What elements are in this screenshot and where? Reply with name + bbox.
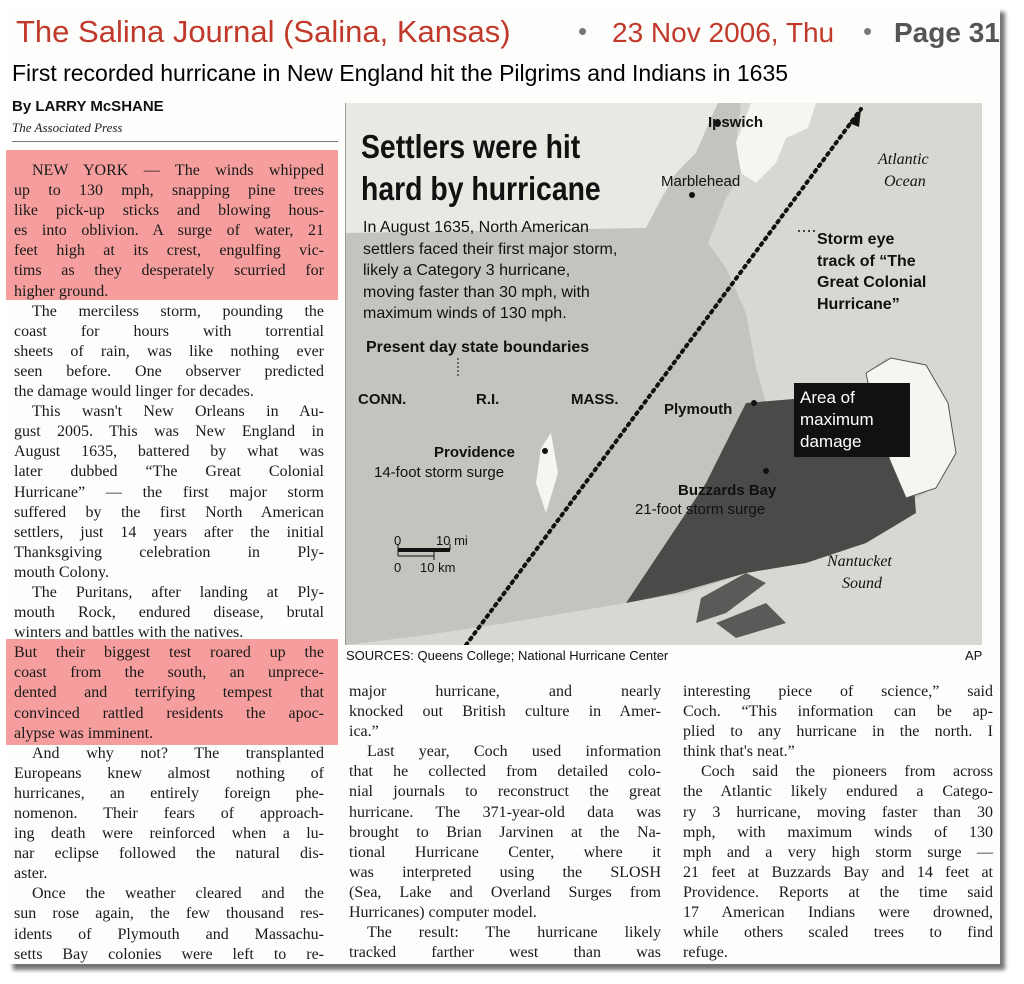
text-line: refuge.	[683, 944, 728, 962]
clipping-header	[16, 12, 1000, 50]
map-intro-line: In August 1635, North American	[363, 219, 589, 236]
text-line: tracked farther west than was	[349, 944, 661, 962]
scale-mi-0: 0	[394, 533, 402, 548]
text-line: tims as they desperately scurried for	[14, 262, 324, 280]
text-line: mph and a very high storm surge —	[683, 843, 993, 861]
storm-track-line: Great Colonial	[817, 274, 927, 291]
place-buzzards-bay: Buzzards Bay	[678, 482, 777, 499]
providence-surge: 14-foot storm surge	[374, 464, 505, 481]
map-title-line-1: Settlers were hit	[361, 128, 581, 165]
text-line: This wasn't New Orleans in Au-	[32, 403, 324, 421]
column-2	[349, 682, 661, 963]
ocean-label-1: Atlantic	[878, 151, 929, 168]
scale-km-10: 10 km	[420, 560, 456, 575]
map-credit: AP	[965, 648, 983, 663]
damage-callout	[794, 383, 910, 457]
sound-label-1: Nantucket	[827, 553, 892, 570]
text-line: es into oblivion. A surge of water, 21	[14, 222, 324, 240]
text-line: hurricane. The 371-year-old data was	[349, 803, 661, 821]
publication-date: 23 Nov 2006, Thu	[612, 17, 835, 48]
storm-track-line: Hurricane”	[817, 295, 900, 313]
text-line: winters and battles with the natives.	[14, 624, 244, 642]
text-line: up to 130 mph, snapping pine trees	[14, 182, 324, 200]
damage-callout-line: maximum	[800, 410, 874, 429]
place-plymouth: Plymouth	[664, 401, 733, 418]
text-line: Coch. “This information can be ap-	[683, 703, 993, 721]
map-intro-line: maximum winds of 130 mph.	[363, 305, 567, 322]
column-1	[14, 161, 324, 965]
text-line: Hurricanes) computer model.	[349, 904, 537, 922]
text-line: And why not? The transplanted	[32, 744, 324, 762]
text-line: settlers, just 14 years after the initial	[14, 523, 324, 541]
text-line: convinced rattled residents the apoc-	[14, 704, 324, 722]
text-line: Thanksgiving celebration in Ply-	[14, 543, 324, 561]
text-line: setts Bay colonies were left to re-	[14, 945, 324, 963]
byline-rule	[12, 141, 338, 142]
article-headline: First recorded hurricane in New England hit the Pilgrims and Indians in 1635	[12, 60, 789, 86]
text-line: hurricanes, an entirely foreign phe-	[14, 784, 324, 802]
text-line: 17 American Indians were drowned,	[683, 904, 993, 922]
map-sources: SOURCES: Queens College; National Hurricane Center	[346, 648, 669, 663]
text-line: Once the weather cleared and the	[32, 885, 324, 903]
column-3	[683, 682, 993, 963]
text-line: Europeans knew almost nothing of	[14, 764, 324, 782]
text-line: mouth Rock, endured disease, brutal	[14, 604, 324, 622]
text-line: major hurricane, and nearly	[349, 683, 661, 700]
text-line: plied to any hurricane in the north. I	[683, 723, 993, 741]
text-line: feet high at its crest, engulfing vic-	[14, 242, 324, 260]
text-line: ica.”	[349, 723, 379, 741]
map-intro-line: moving faster than 30 mph, with	[363, 283, 590, 301]
text-line: suffered by the first North American	[14, 503, 324, 521]
text-line: coast from the south, an unprece-	[14, 664, 324, 682]
hurricane-map	[345, 103, 982, 645]
text-line: gust 2005. This was New England in	[14, 423, 324, 441]
page-number: Page 31	[894, 17, 1000, 48]
storm-track-label	[817, 229, 926, 315]
byline: By LARRY McSHANE	[12, 98, 164, 115]
storm-track-line: track of “The	[817, 252, 916, 270]
text-line: nar eclipse followed the natural dis-	[14, 845, 324, 863]
place-ipswich: Ipswich	[708, 114, 764, 131]
text-line: nial journals to reconstruct the great	[349, 783, 661, 801]
text-line: The merciless storm, pounding the	[32, 302, 324, 320]
text-line: sheets of rain, was like nothing ever	[14, 342, 324, 360]
text-line: ing death were reinforced when a lu-	[14, 825, 324, 843]
text-line: 21 feet at Buzzards Bay and 14 feet at	[683, 863, 993, 881]
text-line: Hurricane” — the first major storm	[14, 483, 324, 501]
text-line: knocked out British culture in Amer-	[349, 703, 661, 721]
text-line: that he collected from detailed colo-	[349, 763, 661, 781]
ocean-label-2: Ocean	[884, 173, 926, 190]
separator-dot: •	[863, 16, 873, 46]
map-intro-line: likely a Category 3 hurricane,	[363, 262, 571, 279]
map-title-line-2: hard by hurricane	[361, 170, 601, 207]
sound-label-2: Sound	[842, 575, 882, 592]
text-line: was interpreted using the SLOSH	[349, 863, 661, 881]
text-line: dented and terrifying tempest that	[14, 684, 324, 702]
text-line: The result: The hurricane likely	[367, 924, 661, 942]
text-line: later dubbed “The Great Colonial	[14, 463, 324, 481]
text-line: ry 3 hurricane, moving faster than 30	[683, 803, 993, 821]
text-line: seen before. One observer predicted	[14, 362, 324, 380]
text-line: mouth Colony.	[14, 563, 109, 581]
text-line: idents of Plymouth and Massachu-	[14, 925, 324, 943]
text-line: aster.	[14, 865, 48, 883]
text-line: coast for hours with torrential	[14, 322, 324, 340]
news-agency: The Associated Press	[12, 120, 123, 135]
text-line: while others scaled trees to find	[683, 924, 993, 942]
text-line: Last year, Coch used information	[367, 743, 661, 761]
text-line: brought to Brian Jarvinen at the Na-	[349, 823, 661, 841]
text-line: Providence. Reports at the time said	[683, 883, 993, 901]
text-line: like pick-up sticks and blowing hous-	[14, 202, 324, 220]
text-line: Coch said the pioneers from across	[701, 763, 993, 781]
text-line: August 1635, battered by what was	[14, 443, 324, 461]
text-line: But their biggest test roared up the	[14, 644, 324, 662]
text-line: mph, with maximum winds of 130	[683, 823, 993, 841]
text-line: NEW YORK — The winds whipped	[32, 162, 324, 179]
state-conn: CONN.	[358, 391, 407, 408]
text-line: higher ground.	[14, 282, 109, 300]
scale-mi-10: 10 mi	[436, 533, 468, 548]
state-mass: MASS.	[571, 391, 619, 408]
place-marblehead: Marblehead	[661, 173, 741, 190]
text-line: the Atlantic likely endured a Catego-	[683, 783, 993, 801]
separator-dot: •	[578, 16, 588, 46]
damage-callout-line: damage	[800, 432, 862, 451]
text-line: alypse was imminent.	[14, 724, 154, 742]
boundaries-label: Present day state boundaries	[366, 339, 590, 356]
text-line: think that's neat.”	[683, 743, 795, 761]
scale-km-0: 0	[394, 560, 402, 575]
text-line: interesting piece of science,” said	[683, 683, 993, 700]
text-line: sun rose again, the few thousand res-	[14, 905, 324, 923]
damage-callout-line: Area of	[800, 388, 855, 407]
publication-name: The Salina Journal (Salina, Kansas)	[16, 14, 511, 49]
text-line: The Puritans, after landing at Ply-	[32, 583, 324, 601]
map-intro	[363, 217, 617, 325]
place-providence: Providence	[434, 444, 515, 461]
storm-track-line: Storm eye	[817, 231, 895, 248]
text-line: nomenon. Their fears of approach-	[14, 805, 324, 822]
buzzards-surge: 21-foot storm surge	[635, 501, 766, 518]
text-line: (Sea, Lake and Overland Surges from	[349, 883, 661, 901]
text-line: the damage would linger for decades.	[14, 383, 254, 401]
state-ri: R.I.	[476, 391, 500, 408]
map-intro-line: settlers faced their first major storm,	[363, 240, 618, 258]
text-line: tional Hurricane Center, where it	[349, 843, 661, 861]
